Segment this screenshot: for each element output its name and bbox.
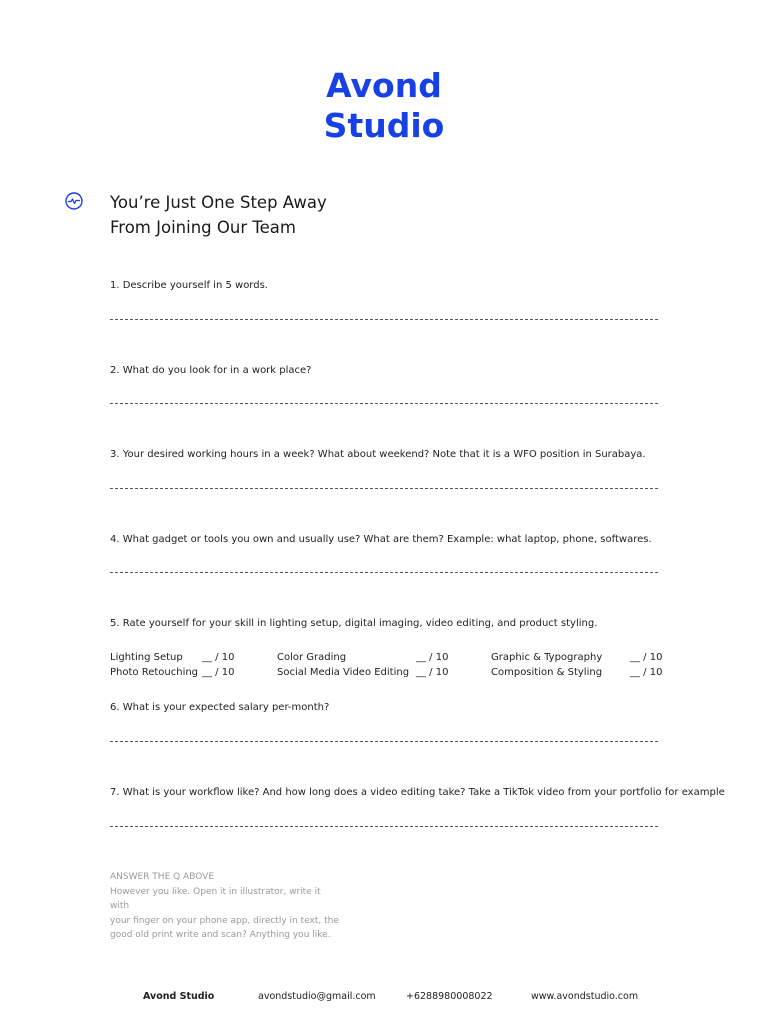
pulse-circle-icon — [65, 192, 83, 210]
brand-line-2: Studio — [323, 106, 445, 145]
question-2: 2. What do you look for in a work place? — [110, 365, 312, 376]
rating-score-graphic[interactable]: __ / 10 — [630, 652, 663, 663]
rating-skill-color-grading: Color Grading — [277, 652, 347, 663]
answer-line-6[interactable] — [110, 741, 658, 742]
question-5: 5. Rate yourself for your skill in lighting setup, digital imaging, video editing, and product styling. — [110, 618, 598, 629]
rating-skill-graphic: Graphic & Typography — [491, 652, 603, 663]
note-title: ANSWER THE Q ABOVE — [110, 872, 215, 882]
rating-skill-social-video: Social Media Video Editing — [277, 667, 410, 678]
footer-name: Avond Studio — [143, 991, 215, 1002]
question-3: 3. Your desired working hours in a week? What about weekend? Note that it is a WFO position in Surabaya. — [110, 449, 646, 460]
rating-score-social-video[interactable]: __ / 10 — [416, 667, 449, 678]
answer-line-3[interactable] — [110, 488, 658, 489]
question-1: 1. Describe yourself in 5 words. — [110, 280, 268, 291]
answer-line-2[interactable] — [110, 403, 658, 404]
heading-line-1: You’re Just One Step Away — [110, 193, 327, 212]
answer-line-1[interactable] — [110, 319, 658, 320]
answer-line-4[interactable] — [110, 572, 658, 573]
footer-phone[interactable]: +6288980008022 — [406, 991, 493, 1002]
footer-email[interactable]: avondstudio@gmail.com — [258, 991, 376, 1002]
rating-skill-composition: Composition & Styling — [491, 667, 603, 678]
answer-instructions — [110, 870, 340, 943]
note-line-2: your finger on your phone app, directly in text, the — [110, 915, 339, 926]
question-7: 7. What is your workflow like? And how long does a video editing take? Take a TikTok video from your portfolio for example — [110, 787, 725, 798]
note-line-3: good old print write and scan? Anything you like. — [110, 930, 331, 940]
footer-website[interactable]: www.avondstudio.com — [531, 991, 639, 1002]
rating-score-lighting[interactable]: __ / 10 — [202, 652, 235, 663]
rating-skill-lighting: Lighting Setup — [110, 652, 183, 663]
rating-skill-retouching: Photo Retouching — [110, 667, 199, 678]
rating-score-composition[interactable]: __ / 10 — [630, 667, 663, 678]
question-4: 4. What gadget or tools you own and usually use? What are them? Example: what laptop, phone, softwares. — [110, 534, 652, 545]
note-line-1: However you like. Open it in illustrator, write it with — [110, 886, 321, 911]
rating-score-retouching[interactable]: __ / 10 — [202, 667, 235, 678]
rating-score-color-grading[interactable]: __ / 10 — [416, 652, 449, 663]
question-6: 6. What is your expected salary per-month? — [110, 702, 330, 713]
heading-line-2: From Joining Our Team — [110, 218, 296, 237]
answer-line-7[interactable] — [110, 826, 658, 827]
brand-line-1: Avond — [326, 66, 442, 105]
brand-title — [0, 66, 768, 146]
page-heading — [110, 190, 327, 240]
